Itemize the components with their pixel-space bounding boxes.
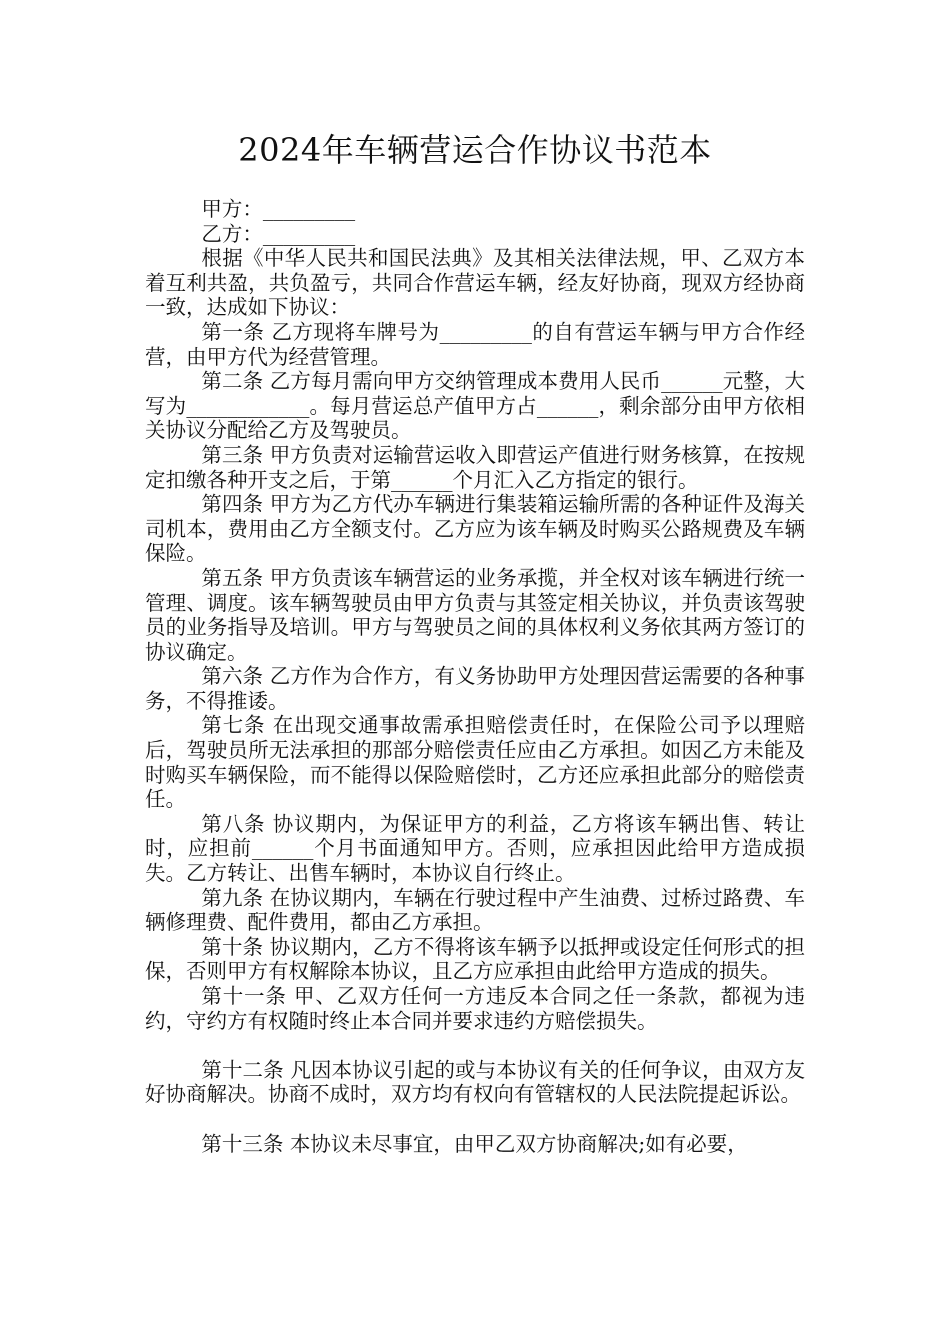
article-10: 第十条 协议期内，乙方不得将该车辆予以抵押或设定任何形式的担保，否则甲方有权解除本协议，且乙方应承担由此给甲方造成的损失。 (145, 934, 805, 984)
article-13: 第十三条 本协议未尽事宜，由甲乙双方协商解决;如有必要， (201, 1131, 748, 1156)
document-body (145, 197, 805, 1156)
document-page (145, 125, 805, 1156)
article-12: 第十二条 凡因本协议引起的或与本协议有关的任何争议，由双方友好协商解决。协商不成时，双方均有权向有管辖权的人民法院提起诉讼。 (145, 1057, 805, 1107)
party-a-line: 甲方：_________ (201, 197, 356, 221)
article-3: 第三条 甲方负责对运输营运收入即营运产值进行财务核算，在按规定扣缴各种开支之后，于第______个月汇入乙方指定的银行。 (145, 442, 805, 492)
article-5: 第五条 甲方负责该车辆营运的业务承揽，并全权对该车辆进行统一管理、调度。该车辆驾驶员由甲方负责与其签定相关协议，并负责该驾驶员的业务指导及培训。甲方与驾驶员之间的具体权利义务依其两方签订的协议确定。 (145, 565, 805, 664)
article-9: 第九条 在协议期内，车辆在行驶过程中产生油费、过桥过路费、车辆修理费、配件费用，都由乙方承担。 (145, 885, 805, 935)
party-b-line: 乙方：_________ (201, 221, 356, 246)
paragraph-spacer (145, 1033, 805, 1058)
article-8: 第八条 协议期内，为保证甲方的利益，乙方将该车辆出售、转让时，应担前______个月书面通知甲方。否则，应承担因此给甲方造成损失。乙方转让、出售车辆时，本协议自行终止。 (145, 811, 805, 886)
article-11: 第十一条 甲、乙双方任何一方违反本合同之任一条款，都视为违约，守约方有权随时终止本合同并要求违约方赔偿损失。 (145, 984, 805, 1033)
document-title: 2024年车辆营运合作协议书范本 (238, 131, 712, 169)
preamble-paragraph: 根据《中华人民共和国民法典》及其相关法律法规，甲、乙双方本着互利共盈，共负盈亏，共同合作营运车辆，经友好协商，现双方经协商一致，达成如下协议： (145, 246, 805, 320)
paragraph-spacer (145, 1107, 805, 1132)
article-6: 第六条 乙方作为合作方，有义务协助甲方处理因营运需要的各种事务，不得推诿。 (145, 664, 805, 713)
article-2: 第二条 乙方每月需向甲方交纳管理成本费用人民币______元整，大写为____________。每月营运总产值甲方占______，剩余部分由甲方依相关协议分配给乙方及驾驶员。 (145, 369, 805, 443)
article-4: 第四条 甲方为乙方代办车辆进行集装箱运输所需的各种证件及海关司机本，费用由乙方全额支付。乙方应为该车辆及时购买公路规费及车辆保险。 (145, 492, 805, 566)
article-7: 第七条 在出现交通事故需承担赔偿责任时，在保险公司予以理赔后，驾驶员所无法承担的那部分赔偿责任应由乙方承担。如因乙方未能及时购买车辆保险，而不能得以保险赔偿时，乙方还应承担此部分的赔偿责任。 (145, 713, 805, 812)
article-1: 第一条 乙方现将车牌号为_________的自有营运车辆与甲方合作经营，由甲方代为经营管理。 (145, 319, 805, 369)
